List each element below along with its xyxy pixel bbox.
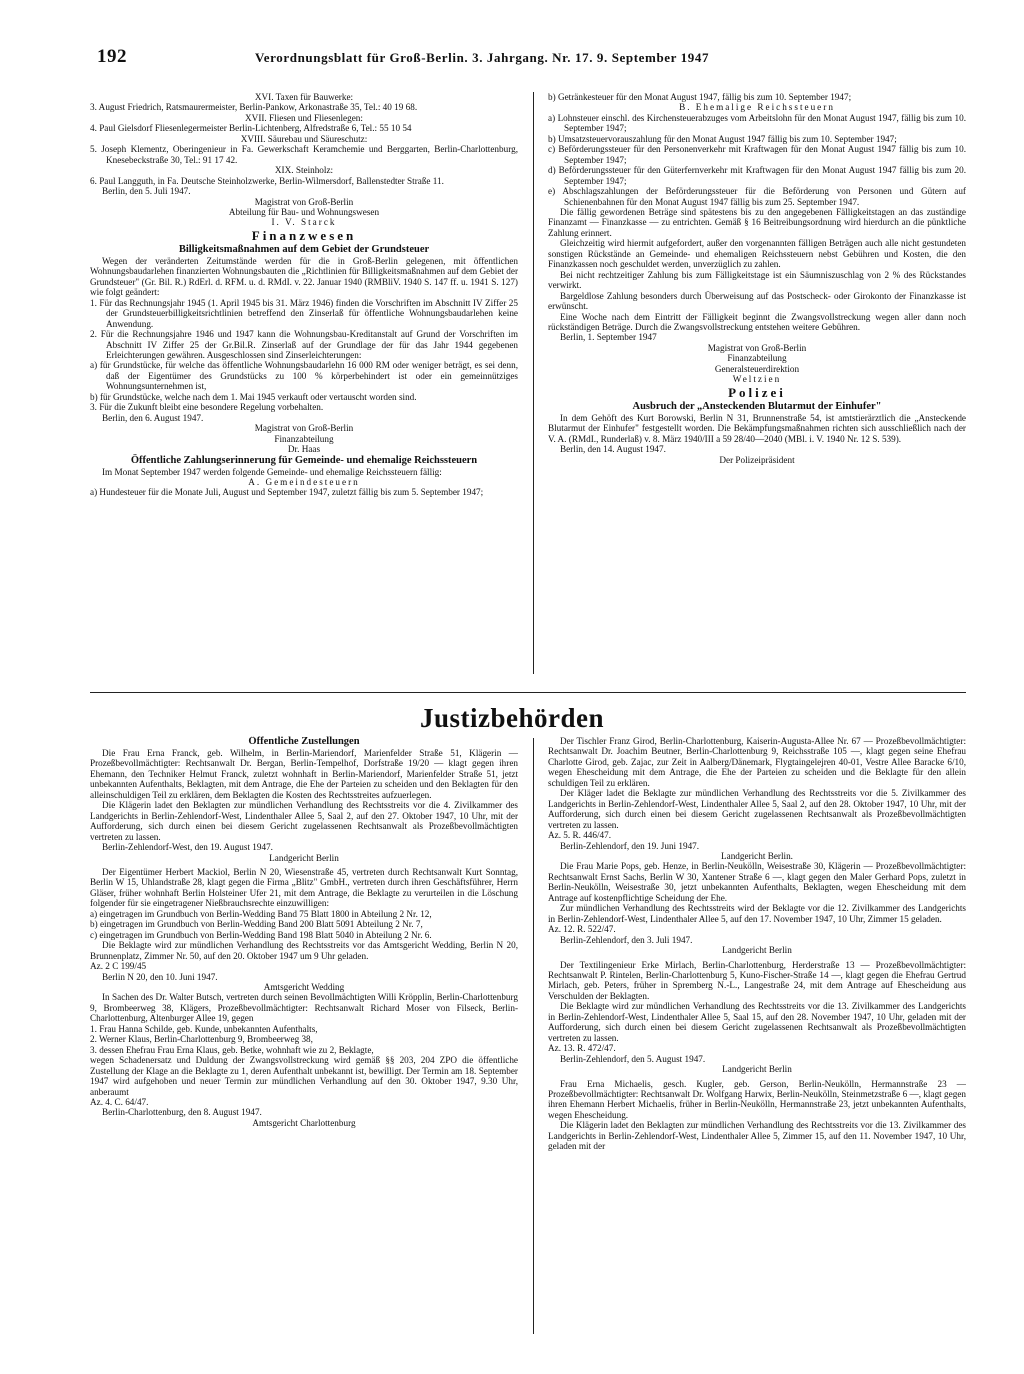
- column-top-right: [548, 92, 966, 685]
- bottom-left-paragraph: Der Eigentümer Herbert Mackiol, Berlin N 20, Wiesenstraße 45, vertreten durch Rechtsanwalt Kurt Sonntag, Berlin W 15, Uhlandstraße 28, klagt gegen die Firma „Blitz" GmbH., vertreten durch ihren Geschäftsführer, Herrn Gläser, früher wohnhaft Berlin Holsteiner Ufer 21, mit dem Antrage, die Beklagte zu verurteilen in die Löschung folgender für sie eingetragener Nießbrauchsrechte einzuwilligen:: [90, 866, 518, 909]
- bottom-left-paragraph: b) eingetragen im Grundbuch von Berlin-Wedding Band 200 Blatt 5091 Abteilung 2 Nr. 7,: [90, 919, 423, 930]
- top-right-paragraph: Der Polizeipräsident: [719, 454, 795, 465]
- bottom-left-paragraph: a) eingetragen im Grundbuch von Berlin-Wedding Band 75 Blatt 1800 in Abteilung 2 Nr. 12,: [90, 908, 432, 919]
- column-top-left: [90, 92, 518, 685]
- bottom-right-paragraph: Die Frau Marie Pops, geb. Henze, in Berlin-Neukölln, Weisestraße 30, Klägerin — Prozeßbevollmächtigter: Rechtsanwalt Ernst Sachs, Berlin W 30, Xantener Straße 6 —, klagt gegen den Maler Gerhard Pops, zuletzt in Berlin-Neukölln, Weisestraße 30, jetzt unbekannten Aufenthalts, Beklagten, wegen Ehescheidung mit dem Antrage auf kostenpflichtige Scheidung der Ehe.: [548, 861, 966, 903]
- top-left-paragraph: Dr. Haas: [287, 444, 321, 455]
- page-number: 192: [97, 46, 127, 67]
- top-left-paragraph: XVI. Taxen für Bauwerke:: [254, 92, 354, 102]
- top-left-paragraph: Öffentliche Zahlungserinnerung für Gemeinde- und ehemalige Reichssteuern: [130, 454, 478, 466]
- bottom-right-paragraph: Der Textilingenieur Erke Mirlach, Berlin-Charlottenburg, Herderstraße 13 — Prozeßbevollmächtigter: Rechtsanwalt P. Rintelen, Berlin-Charlottenburg 5, Kuno-Fischer-Straße 14 —, klagt gegen die Ehefrau Gertrud Mirlach, geb. Peters, früher in Spremberg N.-L., Langestraße 24, mit dem Antrage auf Ehescheidung aus Verschulden der Beklagten.: [548, 959, 966, 1001]
- bottom-left-paragraph: wegen Schadenersatz und Duldung der Zwangsvollstreckung wird gemäß §§ 203, 204 ZPO die öffentliche Zustellung der Klage an die Beklagte zu 1, deren Aufenthalt unbekannt ist, bewilligt. Der Termin am 18. September 1947 wird aufgehoben und neuer Termin zur mündlichen Verhandlung auf den 30. Oktober 1947, 9.30 Uhr, anberaumt: [90, 1055, 518, 1097]
- bottom-right-paragraph: Der Tischler Franz Girod, Berlin-Charlottenburg, Kaiserin-Augusta-Allee Nr. 67 — Prozeßbevollmächtigter: Rechtsanwalt Dr. Joachim Beutner, Berlin-Charlottenburg 9, Reichsstraße 105 —, klagt gegen seine Ehefrau Charlotte Girod, geb. Zajac, zur Zeit in Aalberg/Dänemark, Flygtaingelejren 40-01, Vestre Allee Baracke 6/10, wegen Ehescheidung mit dem Antrage, die Ehe der Parteien zu scheiden und die Beklagte für den allein schuldigen Teil zu erklären.: [548, 736, 966, 788]
- top-left-paragraph: 4. Paul Gielsdorf Fliesenlegermeister Berlin-Lichtenberg, Alfredstraße 6, Tel.: 55 10 54: [90, 123, 412, 134]
- bottom-right-paragraph: Landgericht Berlin: [722, 1064, 792, 1075]
- top-left-paragraph: XVIII. Säurebau und Säureschutz:: [240, 133, 368, 144]
- top-left-paragraph: A. Gemeindesteuern: [248, 476, 360, 487]
- bottom-left-paragraph: Öffentliche Zustellungen: [248, 736, 360, 747]
- bottom-right-paragraph: Az. 12. R. 522/47.: [548, 924, 616, 935]
- bottom-right-paragraph: Der Kläger ladet die Beklagte zur mündlichen Verhandlung des Rechtsstreits vor die 5. Zivilkammer des Landgerichts in Berlin-Zehlendorf-West, Lindenthaler Allee 5, Saal 2, auf den 28. Oktober 1947, 10 Uhr, mit der Aufforderung, sich durch einen bei diesem Gericht zugelassenen Rechtsanwalt als Prozeßbevollmächtigten vertreten zu lassen.: [548, 788, 966, 830]
- bottom-right-paragraph: Berlin-Zehlendorf, den 5. August 1947.: [560, 1053, 706, 1064]
- top-left-paragraph: b) für Grundstücke, welche nach dem 1. Mai 1945 verkauft oder vertauscht worden sind.: [90, 391, 417, 402]
- bottom-left-paragraph: Berlin-Charlottenburg, den 8. August 1947.: [102, 1107, 262, 1118]
- bottom-left-paragraph: Die Beklagte wird zur mündlichen Verhandlung des Rechtsstreits vor das Amtsgericht Wedding, Berlin N 20, Brunnenplatz, Zimmer Nr. 50, auf den 20. Oktober 1947 um 9 Uhr geladen.: [90, 940, 518, 961]
- bottom-left-paragraph: Die Klägerin ladet den Beklagten zur mündlichen Verhandlung des Rechtsstreits vor die 4. Zivilkammer des Landgerichts in Berlin-Zehlendorf-West, Lindenthaler Allee 5, Saal 2, auf den 27. Oktober 1947, 10 Uhr, mit der Aufforderung, sich durch einen bei diesem Gericht zugelassenen Rechtsanwalt als Prozeßbevollmächtigten vertreten zu lassen.: [90, 800, 518, 842]
- section-rule: [90, 692, 966, 693]
- top-left-paragraph: Magistrat von Groß-Berlin: [254, 196, 354, 207]
- bottom-left-paragraph: In Sachen des Dr. Walter Butsch, vertreten durch seinen Bevollmächtigten Willi Kröpplin, Berlin-Charlottenburg 9, Brombeerweg 38, Klägers, Prozeßbevollmächtigter: Rechtsanwalt Richard Moser von Filseck, Berlin-Charlottenburg, Altenburger Allee 19, gegen: [90, 992, 518, 1024]
- top-left-paragraph: a) Hundesteuer für die Monate Juli, August und September 1947, zuletzt fällig bis zum 5. September 1947;: [90, 487, 484, 498]
- top-left-paragraph: XIX. Steinholz:: [274, 165, 334, 176]
- top-right-paragraph: Berlin, 1. September 1947: [560, 332, 657, 343]
- bottom-left-paragraph: Die Frau Erna Franck, geb. Wilhelm, in Berlin-Mariendorf, Marienfelder Straße 51, Klägerin — Prozeßbevollmächtigter: Rechtsanwalt Dr. Bergan, Berlin-Tempelhof, Dorfstraße 19/20 — klagt gegen ihren Ehemann, den Techniker Helmut Franck, zuletzt wohnhaft in Berlin-Mariendorf, Marienfelder Straße 51, jetzt unbekannten Aufenthalts, Beklagten, mit dem Antrage, die Ehe der Parteien zu scheiden und den Beklagten für den alleinschuldigen Teil zu erklären, dem Beklagten die Kosten des Rechtsstreites aufzuerlegen.: [90, 748, 518, 800]
- bottom-right-paragraph: Die Beklagte wird zur mündlichen Verhandlung des Rechtsstreits vor die 13. Zivilkammer des Landgerichts in Berlin-Zehlendorf-West, Lindenthaler Allee 5, Saal 15, auf den 28. November 1947, 10 Uhr, geladen mit der Aufforderung, sich durch einen bei diesem Gericht zugelassenen Rechtsanwalt als Prozeßbevollmächtigten vertreten zu lassen.: [548, 1001, 966, 1043]
- bottom-right-paragraph: Berlin-Zehlendorf, den 19. Juni 1947.: [560, 840, 700, 851]
- top-right-paragraph: d) Beförderungssteuer für den Güterfernverkehr mit Kraftwagen für den Monat August 1947 fällig bis zum 20. September 1947;: [548, 165, 966, 186]
- top-right-paragraph: Bargeldlose Zahlung besonders durch Überweisung auf das Postscheck- oder Girokonto der Finanzkasse ist erwünscht.: [548, 290, 966, 312]
- top-left-paragraph: Finanzwesen: [251, 227, 357, 243]
- bottom-left-paragraph: Landgericht Berlin: [269, 852, 339, 863]
- bottom-right-paragraph: Az. 5. R. 446/47.: [548, 830, 612, 841]
- top-right-paragraph: c) Beförderungssteuer für den Personenverkehr mit Kraftwagen für den Monat August 1947 fällig bis zum 10. September 1947;: [548, 144, 966, 165]
- column-bottom-left: [90, 736, 518, 1336]
- bottom-left-paragraph: Az. 4. C. 64/47.: [90, 1096, 149, 1107]
- top-right-paragraph: Gleichzeitig wird hiermit aufgefordert, außer den vorgenannten fälligen Beträgen auch alle nicht gestundeten sonstigen Rückstände an Gemeinde- und ehemaligen Reichssteuern nebst Gebühren und Kosten, die den Finanzkassen noch geschuldet werden, unverzüglich zu zahlen.: [548, 238, 966, 270]
- top-right-paragraph: Die fällig gewordenen Beträge sind spätestens bis zu den angegebenen Fälligkeitstagen an das zuständige Finanzamt — Finanzkasse — zu entrichten. Gemäß § 16 Beitreibungsordnung wird hierdurch an die pünktliche Zahlung erinnert.: [548, 206, 966, 238]
- top-left-paragraph: Im Monat September 1947 werden folgende Gemeinde- und ehemalige Reichssteuern fällig:: [102, 466, 442, 477]
- top-right-paragraph: B. Ehemalige Reichssteuern: [679, 102, 835, 113]
- top-right-paragraph: Ausbruch der „Ansteckenden Blutarmut der Einhufer": [632, 400, 882, 412]
- bottom-left-paragraph: 2. Werner Klaus, Berlin-Charlottenburg 9, Brombeerweg 38,: [90, 1034, 313, 1045]
- top-left-paragraph: Wegen der veränderten Zeitumstände werden für die in Groß-Berlin gelegenen, mit öffentlichen Wohnungsbaudarlehen finanzierten Wohnungsbauten die „Richtlinien für Billigkeitsmaßnahmen auf dem Gebiet der Grundsteuer" (Gr. Bil. R.) RdErl. d. RFM. u. d. RMdI. v. 22. Januar 1940 (RMBliV. 1940 S. 147 ff. u. 1941 S. 127) wie folgt geändert:: [90, 255, 518, 298]
- top-right-paragraph: b) Getränkesteuer für den Monat August 1947, fällig bis zum 10. September 1947;: [548, 92, 852, 102]
- top-left-paragraph: 3. Für die Zukunft bleibt eine besondere Regelung vorbehalten.: [90, 402, 324, 413]
- top-right-paragraph: Bei nicht rechtzeitiger Zahlung bis zum Fälligkeitstage ist ein Säumniszuschlag von 2 % des Rückstandes verwirkt.: [548, 269, 966, 291]
- top-left-paragraph: Magistrat von Groß-Berlin: [254, 423, 354, 434]
- top-right-paragraph: Finanzabteilung: [727, 353, 787, 364]
- top-right-paragraph: Berlin, den 14. August 1947.: [560, 444, 666, 455]
- bottom-left-paragraph: Berlin N 20, den 10. Juni 1947.: [102, 971, 218, 982]
- bottom-right-paragraph: Az. 13. R. 472/47.: [548, 1043, 616, 1054]
- top-left-paragraph: 3. August Friedrich, Ratsmaurermeister, Berlin-Pankow, Arkonastraße 35, Tel.: 40 19 68.: [90, 102, 418, 113]
- bottom-right-paragraph: Landgericht Berlin: [722, 945, 792, 956]
- running-head: Verordnungsblatt für Groß-Berlin. 3. Jahrgang. Nr. 17. 9. September 1947: [255, 50, 710, 65]
- top-left-paragraph: Billigkeitsmaßnahmen auf dem Gebiet der Grundsteuer: [178, 243, 430, 255]
- bottom-left-paragraph: 3. dessen Ehefrau Frau Erna Klaus, geb. Betke, wohnhaft wie zu 2, Beklagte,: [90, 1044, 374, 1055]
- top-left-paragraph: Abteilung für Bau- und Wohnungswesen: [228, 206, 380, 217]
- top-right-paragraph: Generalsteuerdirektion: [714, 363, 800, 374]
- top-left-paragraph: I. V. Starck: [271, 217, 337, 228]
- section-title: Justizbehörden: [419, 703, 605, 733]
- bottom-right-paragraph: Frau Erna Michaelis, gesch. Kugler, geb. Gerson, Berlin-Neukölln, Hermannstraße 23 — Prozeßbevollmächtigter: Rechtsanwalt Dr. Wolfgang Harwix, Berlin-Neukölln, Steinmetzstraße 6 —, klagt gegen ihren Ehemann Herbert Michaelis, früher in Berlin-Neukölln, Hermannstraße 23, jetzt unbekannten Aufenthalts, wegen Ehescheidung.: [548, 1078, 966, 1120]
- top-left-paragraph: 1. Für das Rechnungsjahr 1945 (1. April 1945 bis 31. März 1946) finden die Vorschriften im Abschnitt IV Ziffer 25 der Grundsteuerbilligkeitsrichtlinien betreffend den Zinserlaß für öffentliche Wohnungsbaudarlehen keine Anwendung.: [90, 297, 518, 329]
- top-left-paragraph: a) für Grundstücke, für welche das öffentliche Wohnungsbaudarlehn 16 000 RM oder weniger beträgt, es sei denn, daß der Eigentümer des Grundstücks zu 100 % körperbehindert ist oder ein gemeinnütziges Wohnungsunternehmen ist,: [90, 360, 518, 392]
- top-left-paragraph: 2. Für die Rechnungsjahre 1946 und 1947 kann die Wohnungsbau-Kreditanstalt auf Grund der Vorschriften im Abschnitt IV Ziffer 25 der Gr.Bil.R. Zinserlaß auf der Grundlage der für das Jahr 1944 gegebenen Erleichterungen gewähren. Ausgeschlossen sind Zinserleichterungen:: [90, 329, 518, 360]
- bottom-right-paragraph: Berlin-Zehlendorf, den 3. Juli 1947.: [560, 934, 693, 945]
- top-left-paragraph: 5. Joseph Klementz, Oberingenieur in Fa. Gewerkschaft Keramchemie und Berggarten, Berlin-Charlottenburg, Knesebeckstraße 30, Tel.: 91 17 42.: [90, 144, 518, 165]
- top-right-paragraph: In dem Gehöft des Kurt Borowski, Berlin N 31, Brunnenstraße 54, ist amtstierärztlich die „Ansteckende Blutarmut der Einhufer" festgestellt worden. Die Bekämpfungsmaßnahmen richten sich ausschließlich nach der V. A. (RMdI., Runderlaß) v. 8. März 1940/III a 59 28/40—2040 (MBl. i. V. 1940 Nr. 12 S. 539).: [548, 412, 966, 444]
- top-left-paragraph: Berlin, den 6. August 1947.: [102, 412, 204, 423]
- top-left-paragraph: Finanzabteilung: [274, 433, 334, 444]
- top-right-paragraph: Weltzien: [732, 374, 782, 385]
- top-right-paragraph: a) Lohnsteuer einschl. des Kirchensteuerabzuges vom Arbeitslohn für den Monat August 1947, fällig bis zum 10. September 1947;: [548, 112, 966, 134]
- top-right-paragraph: e) Abschlagszahlungen der Beförderungssteuer für die Beförderung von Personen und Gütern auf Schienenbahnen für den Monat August 1947 fällig bis zum 25. September 1947.: [548, 186, 966, 207]
- column-divider-top: [533, 92, 534, 674]
- bottom-left-paragraph: Az. 2 C 199/45: [90, 961, 147, 972]
- top-left-paragraph: Berlin, den 5. Juli 1947.: [102, 186, 191, 197]
- bottom-left-paragraph: Amtsgericht Charlottenburg: [252, 1117, 356, 1128]
- bottom-left-paragraph: Amtsgericht Wedding: [263, 981, 345, 992]
- bottom-left-paragraph: c) eingetragen im Grundbuch von Berlin-Wedding Band 198 Blatt 5040 in Abteilung 2 Nr. 6.: [90, 929, 432, 940]
- top-left-paragraph: 6. Paul Langguth, in Fa. Deutsche Steinholzwerke, Berlin-Wilmersdorf, Ballenstedter Straße 11.: [90, 175, 444, 186]
- bottom-right-paragraph: Landgericht Berlin.: [721, 850, 793, 861]
- bottom-right-paragraph: Die Klägerin ladet den Beklagten zur mündlichen Verhandlung des Rechtsstreits vor die 13. Zivilkammer des Landgerichts in Berlin-Zehlendorf-West, Lindenthaler Allee 5, Zimmer 15, auf den 11. November 1947, 10 Uhr, geladen mit der: [548, 1120, 966, 1152]
- bottom-right-paragraph: Zur mündlichen Verhandlung des Rechtsstreits wird der Beklagte vor die 12. Zivilkammer des Landgerichts in Berlin-Zehlendorf-West, Lindenthaler Allee 5, auf den 17. November 1947, 10 Uhr, Zimmer 15 geladen.: [548, 903, 966, 924]
- top-right-paragraph: Eine Woche nach dem Eintritt der Fälligkeit beginnt die Zwangsvollstreckung wegen aller dann noch rückständigen Beträge. Durch die Zwangsvollstreckung entstehen weitere Gebühren.: [548, 311, 966, 332]
- column-divider-bottom: [533, 738, 534, 1334]
- bottom-left-paragraph: 1. Frau Hanna Schilde, geb. Kunde, unbekannten Aufenthalts,: [90, 1023, 318, 1034]
- top-right-paragraph: Magistrat von Groß-Berlin: [707, 342, 807, 353]
- top-right-paragraph: Polizei: [728, 384, 786, 400]
- top-right-paragraph: b) Umsatzsteuervorauszahlung für den Monat August 1947 fällig bis zum 10. September 1947;: [548, 133, 897, 144]
- top-left-paragraph: XVII. Fliesen und Fliesenlegen:: [245, 112, 363, 123]
- bottom-left-paragraph: Berlin-Zehlendorf-West, den 19. August 1947.: [102, 842, 273, 853]
- column-bottom-right: [548, 736, 966, 1336]
